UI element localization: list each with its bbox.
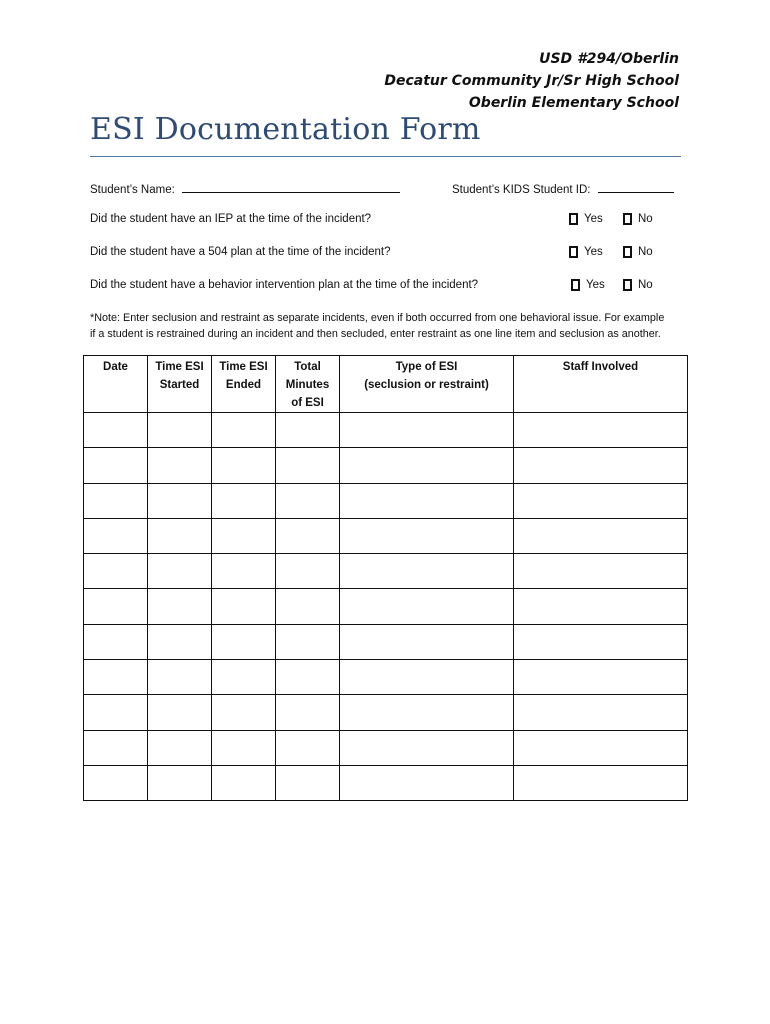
cell-total-minutes[interactable] [276,695,340,730]
kids-id-row [452,180,674,196]
plan504-yes-option[interactable] [569,246,603,258]
table-header-row [84,356,688,413]
yes-label: Yes [586,279,605,291]
table-row [84,624,688,659]
yes-label: Yes [584,213,603,225]
checkbox[interactable] [623,246,632,258]
iep-yes-option[interactable] [569,213,603,225]
cell-date[interactable] [84,413,148,448]
cell-time-ended[interactable] [212,730,276,765]
cell-staff-involved[interactable] [514,695,688,730]
cell-time-started[interactable] [148,765,212,800]
cell-staff-involved[interactable] [514,589,688,624]
header-line: Minutes [285,379,330,391]
checkbox[interactable] [623,279,632,291]
cell-time-started[interactable] [148,660,212,695]
cell-total-minutes[interactable] [276,660,340,695]
cell-time-started[interactable] [148,518,212,553]
cell-date[interactable] [84,554,148,589]
table-row [84,448,688,483]
kids-id-field[interactable] [598,180,674,193]
cell-time-ended[interactable] [212,695,276,730]
cell-time-ended[interactable] [212,624,276,659]
school-header [384,48,679,114]
question-bip: Did the student have a behavior intervention plan at the time of the incident? [90,279,479,291]
cell-time-ended[interactable] [212,483,276,518]
cell-date[interactable] [84,518,148,553]
bip-yes-option[interactable] [571,279,605,291]
header-line: Time ESI [219,361,268,373]
checkbox[interactable] [569,246,578,258]
table-row [84,518,688,553]
cell-time-started[interactable] [148,448,212,483]
cell-staff-involved[interactable] [514,448,688,483]
table-row [84,660,688,695]
cell-type-of-esi[interactable] [340,448,514,483]
table-row [84,589,688,624]
cell-type-of-esi[interactable] [340,518,514,553]
cell-type-of-esi[interactable] [340,624,514,659]
cell-type-of-esi[interactable] [340,660,514,695]
no-label: No [638,213,653,225]
cell-type-of-esi[interactable] [340,413,514,448]
no-label: No [638,279,653,291]
header-line: Date [103,361,128,373]
column-header-time-started [148,356,212,413]
cell-staff-involved[interactable] [514,483,688,518]
header-line: (seclusion or restraint) [364,379,489,391]
cell-time-started[interactable] [148,413,212,448]
plan504-no-option[interactable] [623,246,653,258]
yes-label: Yes [584,246,603,258]
cell-time-ended[interactable] [212,660,276,695]
bip-no-option[interactable] [623,279,653,291]
column-header-time-ended [212,356,276,413]
table-row [84,730,688,765]
district-name: USD #294/Oberlin [539,51,679,67]
column-header-total-minutes [276,356,340,413]
question-iep: Did the student have an IEP at the time of the incident? [90,213,372,225]
cell-time-ended[interactable] [212,518,276,553]
cell-time-started[interactable] [148,554,212,589]
column-header-type-of-esi [340,356,514,413]
table-row [84,413,688,448]
cell-staff-involved[interactable] [514,518,688,553]
cell-time-started[interactable] [148,730,212,765]
cell-type-of-esi[interactable] [340,554,514,589]
table-row [84,765,688,800]
header-line: Time ESI [155,361,204,373]
no-label: No [638,246,653,258]
cell-total-minutes[interactable] [276,554,340,589]
checkbox[interactable] [571,279,580,291]
cell-time-ended[interactable] [212,413,276,448]
cell-date[interactable] [84,730,148,765]
kids-id-label: Student’s KIDS Student ID: [452,184,591,196]
column-header-date [84,356,148,413]
cell-type-of-esi[interactable] [340,730,514,765]
cell-staff-involved[interactable] [514,554,688,589]
instruction-note: *Note: Enter seclusion and restraint as separate incidents, even if both occurred from one behavioral issue. For example if a student is restrained during an incident and then secluded, enter restraint as one line item and seclusion as another. [90,312,665,340]
cell-date[interactable] [84,448,148,483]
header-line: Total [294,361,321,373]
cell-total-minutes[interactable] [276,589,340,624]
cell-date[interactable] [84,589,148,624]
iep-no-option[interactable] [623,213,653,225]
header-line: Staff Involved [562,361,639,373]
header-line: Type of ESI [395,361,458,373]
checkbox[interactable] [569,213,578,225]
cell-staff-involved[interactable] [514,413,688,448]
student-name-row [90,180,400,196]
table-row [84,695,688,730]
cell-staff-involved[interactable] [514,730,688,765]
cell-total-minutes[interactable] [276,448,340,483]
cell-time-ended[interactable] [212,765,276,800]
header-line: of ESI [291,397,324,409]
cell-type-of-esi[interactable] [340,483,514,518]
cell-time-started[interactable] [148,695,212,730]
cell-date[interactable] [84,765,148,800]
cell-time-started[interactable] [148,483,212,518]
table-row [84,554,688,589]
cell-type-of-esi[interactable] [340,765,514,800]
header-line: Ended [225,379,262,391]
cell-type-of-esi[interactable] [340,589,514,624]
cell-total-minutes[interactable] [276,413,340,448]
cell-staff-involved[interactable] [514,765,688,800]
checkbox[interactable] [623,213,632,225]
cell-staff-involved[interactable] [514,624,688,659]
question-504: Did the student have a 504 plan at the time of the incident? [90,246,391,258]
cell-total-minutes[interactable] [276,624,340,659]
cell-type-of-esi[interactable] [340,695,514,730]
cell-date[interactable] [84,695,148,730]
column-header-staff-involved [514,356,688,413]
school-name-1: Decatur Community Jr/Sr High School [384,73,679,89]
table-row [84,483,688,518]
cell-staff-involved[interactable] [514,660,688,695]
cell-total-minutes[interactable] [276,518,340,553]
cell-total-minutes[interactable] [276,483,340,518]
cell-total-minutes[interactable] [276,765,340,800]
cell-time-started[interactable] [148,624,212,659]
cell-date[interactable] [84,660,148,695]
form-title: ESI Documentation Form [90,112,481,147]
school-name-2: Oberlin Elementary School [468,95,679,111]
cell-date[interactable] [84,483,148,518]
esi-log-table [83,355,688,801]
cell-time-started[interactable] [148,589,212,624]
cell-date[interactable] [84,624,148,659]
cell-total-minutes[interactable] [276,730,340,765]
cell-time-ended[interactable] [212,554,276,589]
title-divider [90,156,681,157]
header-line: Started [159,379,200,391]
table-body [84,413,688,801]
student-name-label: Student’s Name: [90,184,175,196]
cell-time-ended[interactable] [212,448,276,483]
cell-time-ended[interactable] [212,589,276,624]
student-name-field[interactable] [182,180,400,193]
